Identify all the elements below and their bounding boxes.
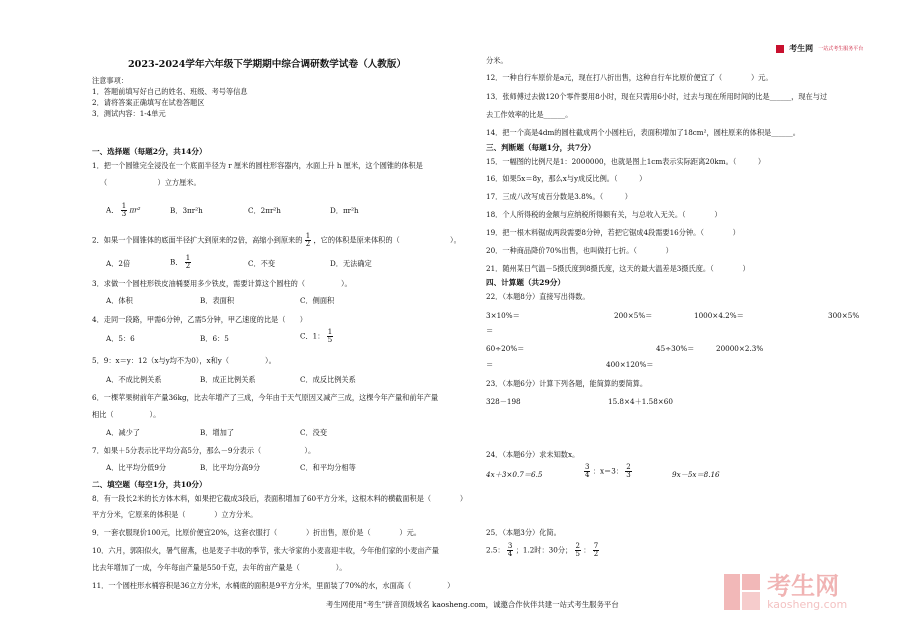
question-2: 2．如果一个圆锥体的底面半径扩大到原来的2倍，高缩小到原来的 $\frac{1}{2}$ ，它的体积是原来体积的（ ）。	[92, 232, 461, 248]
watermark-cn: 考生网	[767, 572, 840, 600]
calc-item: 20000×2.3%	[716, 344, 764, 353]
option-b: B．比平均分高9分	[200, 463, 261, 472]
question-13: 13．张师傅过去做120个零件要用8小时，现在只需用6小时，过去与现在所用时间的比是______，现在与过	[486, 92, 828, 101]
notes-title: 注意事项：	[92, 76, 128, 85]
calc-item: 1000×4.2%＝	[694, 311, 744, 320]
question-1: 1．把一个圆锥完全浸没在一个底面半径为 r 厘米的圆柱形容器内，水面上升 h 厘米，这个圆锥的体积是	[92, 161, 423, 170]
kaosheng-logo-icon	[722, 572, 762, 612]
option-a: A． $\frac{1}{3}$ πr²	[106, 202, 141, 218]
section-heading: 二、填空题（每空1分，共10分）	[92, 480, 207, 489]
question-10: 10．六月，郭阳似火，暑气留燕，也是麦子丰收的季节，张大爷家的小麦喜迎丰收，今年他们家的小麦亩产量	[92, 546, 439, 555]
option-b: B．增加了	[200, 428, 235, 437]
option-a: A．不成比例关系	[106, 375, 162, 384]
option-c: C．1： $\frac{1}{5}$	[300, 328, 333, 344]
calc-item: 15.8×4＋1.58×60	[608, 397, 673, 406]
section-heading: 四、计算题（共29分）	[486, 278, 565, 287]
page-title: 2023-2024学年六年级下学期期中综合调研数学试卷（人教版）	[128, 59, 407, 70]
question-25: 25．（本题3分）化简。	[486, 528, 561, 537]
question-8: 8．有一段长2米的长方体木料，如果把它截成3段后，表面积增加了60平方分米，这根木料的横截面积是（ ）	[92, 494, 468, 503]
brand-tagline: 一站式考生服务平台	[818, 46, 864, 52]
calc-item: 45÷30%＝	[656, 344, 695, 353]
question-5: 5．9：x＝y：12（x与y均不为0），x和y（ ）。	[92, 356, 276, 365]
option-a: A．2倍	[106, 259, 131, 268]
option-c: C．侧面积	[300, 296, 335, 305]
option-c: C．成反比例关系	[300, 375, 356, 384]
question-17: 17．三成八改写成百分数是3.8%。（ ）	[486, 192, 632, 201]
question-19: 19．把一根木料锯成两段需要8分钟，若把它锯成4段需要16分钟。（ ）	[486, 228, 740, 237]
option-c: C．2πr²h	[248, 206, 281, 215]
question-21: 21．随州某日气温－5摄氏度到8摄氏度，这天的最大温差是3摄氏度。（ ）	[486, 264, 750, 273]
question-11: 11．一个圆柱形水桶容积是36立方分米，水桶底的面积是9平方分米，里面装了70%的水，水面高（ ）	[92, 581, 455, 590]
calc-item: 328－198	[486, 397, 521, 406]
section-heading: 三、判断题（每题1分，共7分）	[486, 143, 596, 152]
section-heading: 一、选择题（每题2分，共14分）	[92, 147, 207, 156]
question-15: 15．一幅图的比例尺是1：2000000，也就是图上1cm表示实际距离20km。（ ）	[486, 157, 766, 166]
option-c: C．和平均分相等	[300, 463, 356, 472]
question-8-cont: 平方分米，它原来的体积是（ ）立方分米。	[92, 510, 258, 519]
option-d: D．无法确定	[330, 259, 372, 268]
question-3: 3．求做一个圆柱形铁皮油桶要用多少铁皮，需要计算这个圆柱的（ ）。	[92, 279, 352, 288]
question-13-cont: 去工作效率的比是______。	[486, 110, 573, 119]
option-a: A．体积	[106, 296, 133, 305]
question-7: 7．如果＋5分表示比平均分高5分，那么－9分表示（ ）。	[92, 446, 316, 455]
watermark-logo	[722, 572, 847, 612]
option-b: B．6：5	[200, 334, 229, 343]
option-a: A．5：6	[106, 334, 135, 343]
question-11-cont: 分米。	[486, 56, 508, 65]
question-24: 24．（本题6分）求未知数x。	[486, 450, 580, 459]
option-c: C．不变	[248, 259, 276, 268]
question-12: 12．一种自行车原价是a元，现在打八折出售，这种自行车比原价便宜了（ ）元。	[486, 73, 773, 82]
option-a: A．比平均分低9分	[106, 463, 167, 472]
option-a: A．减少了	[106, 428, 140, 437]
question-14: 14．把一个高是4dm的圆柱截成两个小圆柱后，表面积增加了18cm²，圆柱原来的体积是______。	[486, 128, 800, 137]
question-4: 4．走同一段路，甲需6分钟，乙需5分钟，甲乙速度的比是（ ）	[92, 315, 307, 324]
calc-item: 3×10%＝	[486, 311, 520, 320]
equation-item: $\frac{3}{4}$ ：x＝3： $\frac{2}{3}$	[585, 463, 631, 479]
question-22: 22．（本题8分）直接写出得数。	[486, 292, 590, 301]
calc-item: ＝	[486, 326, 494, 335]
calc-item: 60÷20%＝	[486, 344, 525, 353]
question-20: 20．一种商品降价70%出售，也叫做打七折。（ ）	[486, 246, 673, 255]
question-6-cont: 相比（ ）。	[92, 410, 161, 419]
question-9: 9．一套衣服现价100元，比原价便宜20%，这套衣服打（ ）折出售，原价是（ ）元。	[92, 528, 421, 537]
question-10-cont: 比去年增加了一成，今年每亩产量是550千克，去年的亩产量是（ ）。	[92, 563, 347, 572]
logo-icon	[776, 45, 784, 53]
question-16: 16．如果5x＝8y，那么x与y成反比例。（ ）	[486, 174, 647, 183]
option-b: B．成正比例关系	[200, 375, 256, 384]
calc-item: 400×120%＝	[606, 360, 654, 369]
option-c: C．没变	[300, 428, 328, 437]
question-18: 18．个人所得税的金额与应纳税所得额有关，与总收入无关。（ ）	[486, 210, 722, 219]
option-b: B．表面积	[200, 296, 235, 305]
option-d: D．πr²h	[330, 206, 359, 215]
note-item: 1．答题前填写好自己的姓名、班级、考号等信息	[92, 87, 248, 96]
calc-item: 300×5%	[828, 311, 860, 320]
option-b: B． $\frac{1}{2}$	[170, 254, 191, 270]
calc-item: ＝	[486, 360, 494, 369]
equation-item: 9x－5x＝8.16	[672, 470, 720, 479]
option-b: B．3πr²h	[170, 206, 203, 215]
question-6: 6．一棵苹果树前年产量36kg，比去年增产了三成，今年由于天气原因又减产三成，这棵今年产量和前年产量	[92, 393, 439, 402]
question-1-cont: （ ）立方厘米。	[100, 178, 201, 187]
footer-text: 考生网使用“考生”拼音顶级域名 kaosheng.com，诚邀合作伙伴共建一站式考生服务平台	[326, 600, 619, 609]
note-item: 2．请将答案正确填写在试卷答题区	[92, 98, 205, 107]
watermark-en: kaosheng.com	[767, 598, 848, 611]
calc-item: 200×5%＝	[614, 311, 653, 320]
equation-item: 4x＋3×0.7＝6.5	[486, 470, 543, 479]
logo-text: 考生网	[789, 44, 814, 53]
note-item: 3．测试内容：1-4单元	[92, 109, 166, 118]
simplify-item: 2.5： $\frac{3}{4}$ ；1.2时：30分； $\frac{2}{5}$ ： $\frac{7}{2}$	[486, 542, 599, 558]
brand-logo	[776, 38, 863, 57]
question-23: 23．（本题6分）计算下列各题，能简算的要简算。	[486, 379, 648, 388]
